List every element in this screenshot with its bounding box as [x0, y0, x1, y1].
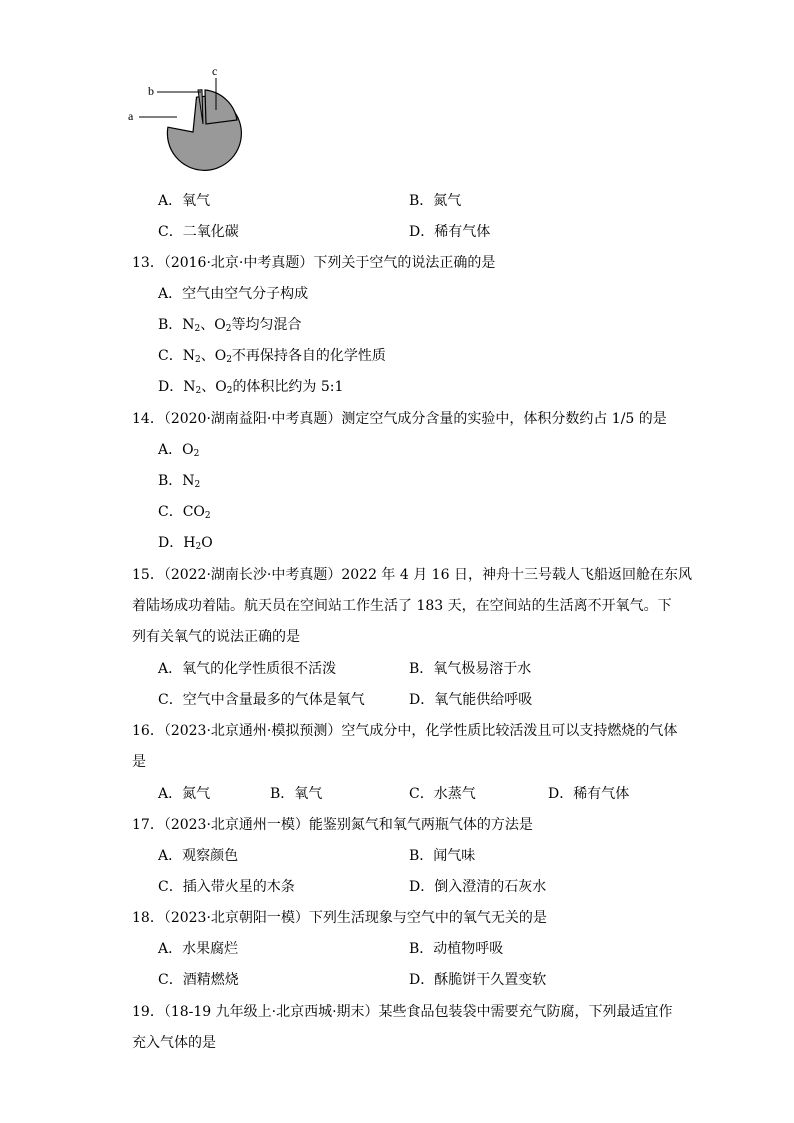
q17-option-b[interactable]: B．闻气味: [409, 848, 476, 864]
q18-option-c[interactable]: C．酒精燃烧: [158, 972, 239, 988]
q12-option-d[interactable]: D．稀有气体: [409, 224, 491, 240]
pie-sector-c: [205, 90, 237, 124]
q14-option-b[interactable]: B．$N_2$: [158, 473, 201, 490]
q12-option-b[interactable]: B．氮气: [409, 193, 462, 209]
q17-option-a[interactable]: A．观察颜色: [158, 848, 239, 864]
q13-option-c[interactable]: C．$N_2$、$O_2$不再保持各自的化学性质: [158, 348, 386, 365]
q15-stem-line3: 列有关氧气的说法正确的是: [132, 629, 300, 645]
q15-option-a[interactable]: A．氧气的化学性质很不活泼: [158, 661, 337, 677]
q18-stem: 18．（2023·北京朝阳一模）下列生活现象与空气中的氧气无关的是: [132, 910, 547, 926]
q14-option-c[interactable]: C．$CO_2$: [158, 504, 211, 521]
q13-option-d[interactable]: D．$N_2$、$O_2$的体积比约为 5:1: [158, 379, 344, 396]
q17-option-d[interactable]: D．倒入澄清的石灰水: [409, 879, 547, 895]
q15-option-b[interactable]: B．氧气极易溶于水: [409, 661, 532, 677]
q16-option-d[interactable]: D．稀有气体: [548, 786, 630, 802]
pie-label-a: a: [128, 109, 134, 123]
q12-option-c[interactable]: C．二氧化碳: [158, 224, 239, 240]
pie-label-c: c: [212, 64, 218, 78]
q18-option-a[interactable]: A．水果腐烂: [158, 941, 239, 957]
q15-stem-line2: 着陆场成功着陆。航天员在空间站工作生活了 183 天，在空间站的生活离不开氧气。下: [132, 598, 672, 614]
pie-label-b: b: [148, 84, 154, 98]
q17-stem: 17．（2023·北京通州一模）能鉴别氮气和氧气两瓶气体的方法是: [132, 817, 533, 833]
q16-stem-line1: 16．（2023·北京通州·模拟预测）空气成分中，化学性质比较活泼且可以支持燃烧的气体: [132, 723, 678, 739]
q15-stem-line1: 15．（2022·湖南长沙·中考真题）2022 年 4 月 16 日，神舟十三号载人飞船返回舱在东风: [132, 567, 692, 583]
q13-option-a[interactable]: A．空气由空气分子构成: [158, 286, 309, 302]
q17-option-c[interactable]: C．插入带火星的木条: [158, 879, 295, 895]
q13-stem: 13．（2016·北京·中考真题）下列关于空气的说法正确的是: [132, 255, 496, 271]
q12-option-a[interactable]: A．氧气: [158, 193, 211, 209]
q15-option-c[interactable]: C．空气中含量最多的气体是氧气: [158, 692, 365, 708]
q14-option-d[interactable]: D．$H_2O$: [158, 535, 213, 552]
q14-stem: 14．（2020·湖南益阳·中考真题）测定空气成分含量的实验中，体积分数约占 1/5 的是: [132, 411, 667, 427]
q18-option-b[interactable]: B．动植物呼吸: [409, 941, 504, 957]
q16-option-c[interactable]: C．水蒸气: [409, 786, 476, 802]
q19-stem-line2: 充入气体的是: [132, 1035, 216, 1051]
q16-option-b[interactable]: B．氧气: [270, 786, 323, 802]
q14-option-a[interactable]: A．$O_2$: [158, 442, 200, 459]
q15-option-d[interactable]: D．氧气能供给呼吸: [409, 692, 533, 708]
q16-option-a[interactable]: A．氮气: [158, 786, 211, 802]
q19-stem-line1: 19．（18-19 九年级上·北京西城·期末）某些食品包装袋中需要充气防腐，下列最适宜作: [132, 1004, 673, 1020]
q13-option-b[interactable]: B．$N_2$、$O_2$等均匀混合: [158, 317, 302, 334]
pie-figure: [125, 62, 265, 202]
q16-stem-line2: 是: [132, 754, 146, 770]
q18-option-d[interactable]: D．酥脆饼干久置变软: [409, 972, 547, 988]
